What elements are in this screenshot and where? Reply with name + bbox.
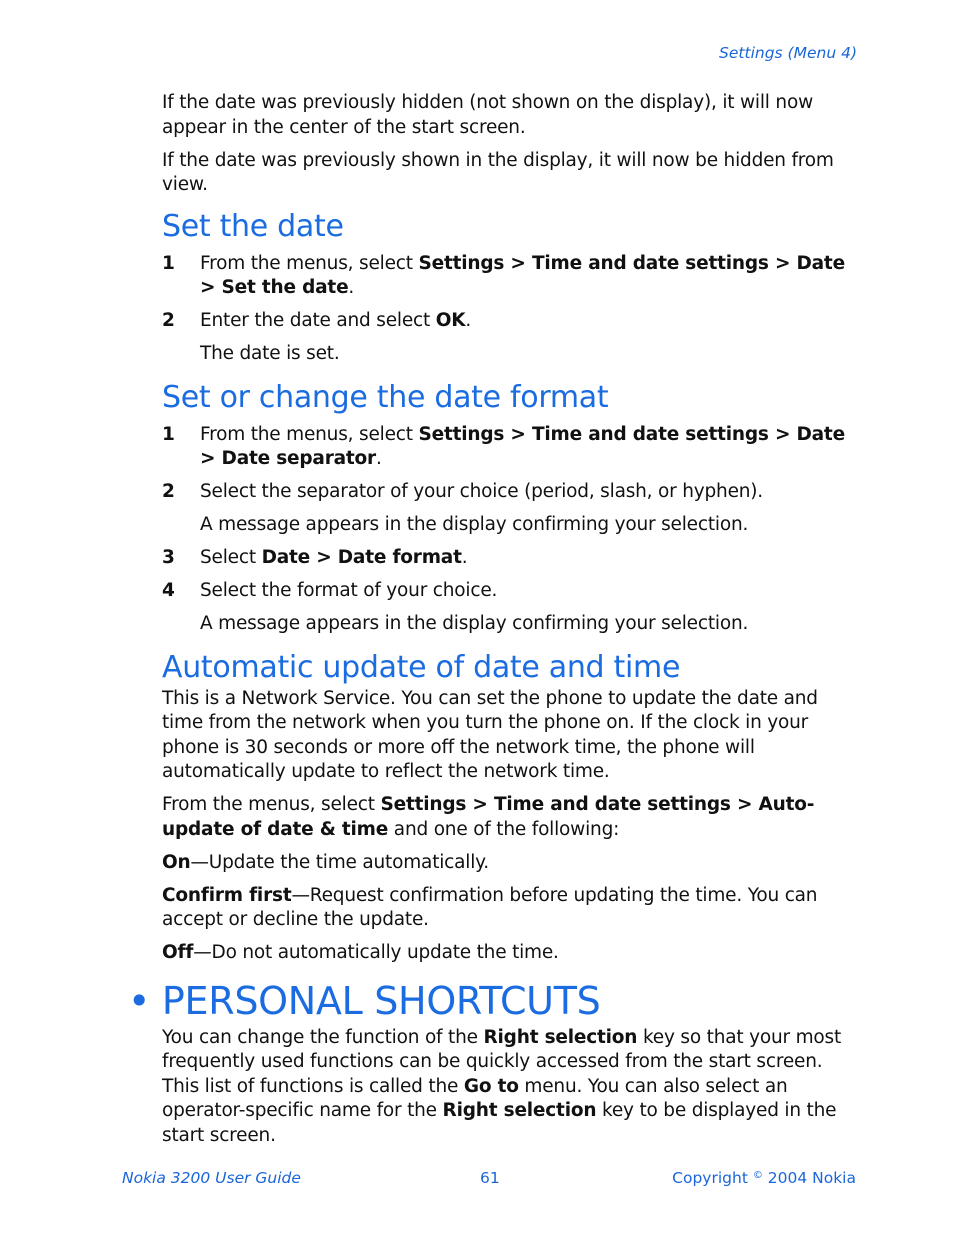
- option-off: [162, 941, 854, 966]
- date-format-note-2: A message appears in the display confirming your selection.: [200, 613, 749, 634]
- auto-update-instructions: From the menus, select Settings > Time and date settings > Auto-update of date & time and one of the following:: [162, 794, 815, 840]
- date-format-step-1: 1 From the menus, select Settings > Time and date settings > Date > Date separator.: [162, 423, 845, 469]
- set-date-note: The date is set.: [200, 343, 340, 364]
- set-date-step-1: 1 From the menus, select Settings > Time and date settings > Date > Set the date.: [162, 252, 845, 298]
- intro-paragraph-1: If the date was previously hidden (not shown on the display), it will now appear in the center of the start screen.: [162, 92, 814, 138]
- option-desc: —Request confirmation before updating the time. You can accept or decline the update.: [162, 884, 818, 930]
- option-term: Off: [162, 942, 194, 963]
- option-term: Confirm first: [162, 884, 292, 906]
- heading-personal-shortcuts: • PERSONAL SHORTCUTS: [128, 978, 601, 1023]
- intro-paragraph-2: If the date was previously shown in the display, it will now be hidden from view.: [162, 149, 834, 195]
- heading-set-the-date: Set the date: [162, 208, 344, 244]
- step-text: Select the format of your choice.: [200, 580, 498, 601]
- date-format-step-3: 3 Select Date > Date format.: [162, 546, 854, 571]
- step-text: Select: [200, 547, 262, 568]
- auto-update-paragraph: This is a Network Service. You can set the phone to update the date and time from the network when you turn the phone on. If the clock in your phone is 30 seconds or more off the network time, the phone will automatically update to reflect the network time.: [162, 687, 818, 782]
- set-date-step-2: 2 Enter the date and select OK.: [162, 309, 854, 334]
- step-number: 2: [162, 481, 175, 502]
- date-format-step-4: [162, 579, 854, 604]
- step-text: Enter the date and select: [200, 310, 436, 331]
- footer-guide-title: Nokia 3200 User Guide: [122, 1169, 301, 1187]
- step-number: 3: [162, 547, 175, 568]
- step-number: 1: [162, 423, 175, 445]
- step-text: Select the separator of your choice (period, slash, or hyphen).: [200, 481, 763, 502]
- footer-copyright: Copyright © 2004 Nokia: [672, 1169, 856, 1187]
- menu-path: Date > Date format: [261, 547, 462, 568]
- step-text: From the menus, select: [200, 252, 419, 274]
- running-header: Settings (Menu 4): [719, 44, 857, 62]
- shortcuts-paragraph: You can change the function of the Right selection key so that your most frequently used functions can be quickly accessed from the start screen. This list of functions is called the Go to menu. You can also select an operator-specific name for the Right selection key to be displayed in the start screen.: [162, 1026, 842, 1146]
- heading-date-format: Set or change the date format: [162, 379, 609, 415]
- footer-page-number: 61: [480, 1169, 500, 1187]
- date-format-note-1: A message appears in the display confirming your selection.: [200, 514, 749, 535]
- option-on: [162, 851, 854, 876]
- step-number: 4: [162, 580, 175, 601]
- menu-path: Settings > Time and date settings > Date > Date separator: [200, 423, 845, 469]
- heading-auto-update: Automatic update of date and time: [162, 649, 681, 685]
- option-confirm-first: [162, 884, 854, 933]
- menu-path: Settings > Time and date settings > Auto-update of date & time: [162, 794, 815, 840]
- date-format-step-2: [162, 480, 854, 505]
- step-number: 1: [162, 252, 175, 274]
- step-text: From the menus, select: [200, 423, 419, 445]
- option-desc: —Update the time automatically.: [190, 851, 489, 873]
- option-desc: —Do not automatically update the time.: [193, 942, 559, 963]
- copyright-symbol: ©: [752, 1170, 763, 1181]
- option-term: On: [162, 851, 191, 873]
- page-content: [128, 91, 854, 1157]
- menu-path: Settings > Time and date settings > Date > Set the date: [200, 252, 845, 298]
- menu-path: OK: [435, 310, 466, 331]
- step-number: 2: [162, 310, 175, 331]
